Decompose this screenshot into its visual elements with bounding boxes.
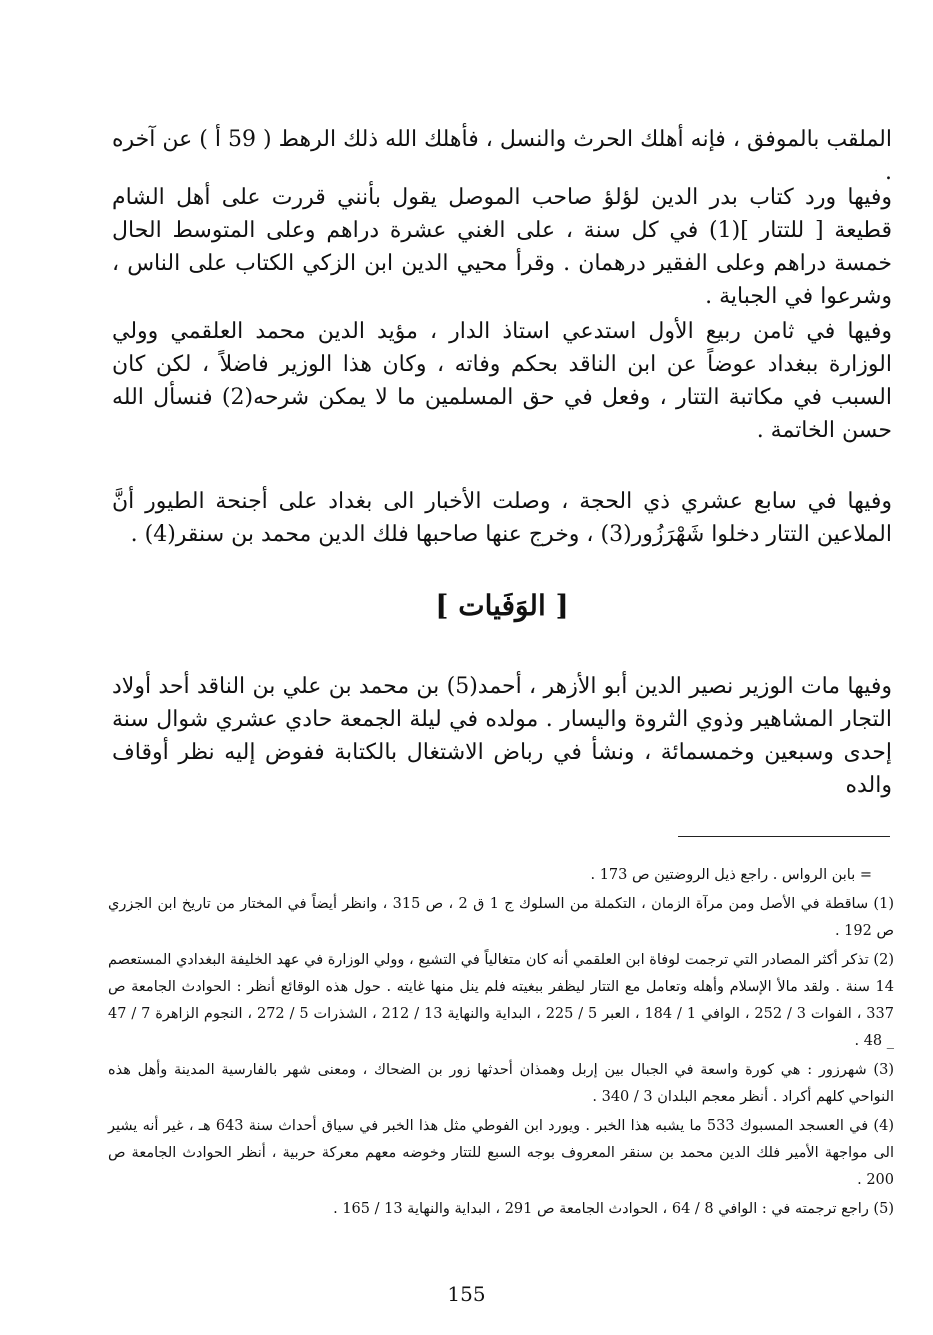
paragraph-text: الملقب بالموفق ، فإنه أهلك الحرث والنسل ، فأهلك الله ذلك الرهط ( 59 أ ) عن آخره .: [112, 127, 893, 185]
footnote-continuation: = بابن الرواس . راجع ذيل الروضتين ص 173 .: [590, 867, 872, 883]
footnote-2: (2) تذكر أكثر المصادر التي ترجمت لوفاة ابن العلقمي أنه كان متغالياً في التشيع ، وولي الوزارة في عهد الخليفة البغدادي المستعصم 14 سنة . ولقد مالأ الإسلام وأهله وتعامل مع التتار ليظفر ببغيته فلم ينل منها غايته . حول هذه الوقائع أنظر : الحوادث الجامعة ص 337 ، الفوات 3 / 252 ، الوافي 1 / 184 ، العبر 5 / 225 ، البداية والنهاية 13 / 212 ، الشذرات 5 / 272 ، النجوم الزاهرة 7 / 47 _ 48 .: [108, 952, 894, 1049]
footnote-3: (3) شهرزور : هي كورة واسعة في الجبال بين إربل وهمذان أحدثها زور بن الضحاك ، ومعنى شهر بالفارسية المدينة وأهل هذه النواحي كلهم أكراد . أنظر معجم البلدان 3 / 340 .: [108, 1062, 894, 1105]
paragraph-text: وفيها ورد كتاب بدر الدين لؤلؤ صاحب الموصل يقول بأنني قررت على أهل الشام قطيعة [ للتتار ](1) في كل سنة ، على الغني عشرة دراهم وعلى المتوسط الحال خمسة دراهم وعلى الفقير درهمان . وقرأ محيي الدين ابن الزكي الكتاب على الناس ، وشرعوا في الجباية .: [112, 185, 892, 309]
footnotes: [108, 862, 894, 1225]
paragraph-2: [112, 181, 892, 313]
page-number: 155: [447, 1282, 486, 1306]
paragraph-text: وفيها في سابع عشري ذي الحجة ، وصلت الأخبار الى بغداد على أجنحة الطيور أنَّ الملاعين التتار دخلوا شَهْرَزُور(3) ، وخرج عنها صاحبها فلك الدين محمد بن سنقر(4) .: [112, 489, 892, 547]
footnote-separator: [678, 836, 890, 837]
section-heading: [ الوَفَيات ]: [435, 589, 569, 622]
footnote-1: (1) ساقطة في الأصل ومن مرآة الزمان ، التكملة من السلوك ج 1 ق 2 ، ص 315 ، وانظر أيضاً في المختار من تاريخ ابن الجزري ص 192 .: [108, 896, 894, 939]
paragraph-4: [112, 485, 892, 551]
paragraph-text: وفيها مات الوزير نصير الدين أبو الأزهر ، أحمد(5) بن محمد بن علي بن الناقد أحد أولاد التجار المشاهير وذوي الثروة واليسار . مولده في ليلة الجمعة حادي عشري شوال سنة إحدى وسبعين وخمسمائة ، ونشأ في رباض الاشتغال بالكتابة ففوض إليه نظر أوقاف والده: [112, 674, 892, 798]
paragraph-text: وفيها في ثامن ربيع الأول استدعي استاذ الدار ، مؤيد الدين محمد العلقمي وولي الوزارة ببغداد عوضاً عن ابن الناقد بحكم وفاته ، وكان هذا الوزير فاضلاً ، لكن كان السبب في مكاتبة التتار ، وفعل في حق المسلمين ما لا يمكن شرحه(2) فنسأل الله حسن الخاتمة .: [112, 319, 892, 443]
footnote-4: (4) في العسجد المسبوك 533 ما يشبه هذا الخبر . ويورد ابن الفوطي مثل هذا الخبر في سياق أحداث سنة 643 هـ ، غير أنه يشير الى مواجهة الأمير فلك الدين محمد بن سنقر المعروف بوجه السبع للتتار وخوضه معهم معركة حربية ، أنظر الحوادث الجامعة ص 200 .: [108, 1118, 894, 1188]
footnote-5: (5) راجع ترجمته في : الوافي 8 / 64 ، الحوادث الجامعة ص 291 ، البداية والنهاية 13 / 165 .: [333, 1201, 894, 1217]
paragraph-3: [112, 315, 892, 447]
paragraph-1: [112, 123, 892, 189]
paragraph-5: [112, 670, 892, 802]
